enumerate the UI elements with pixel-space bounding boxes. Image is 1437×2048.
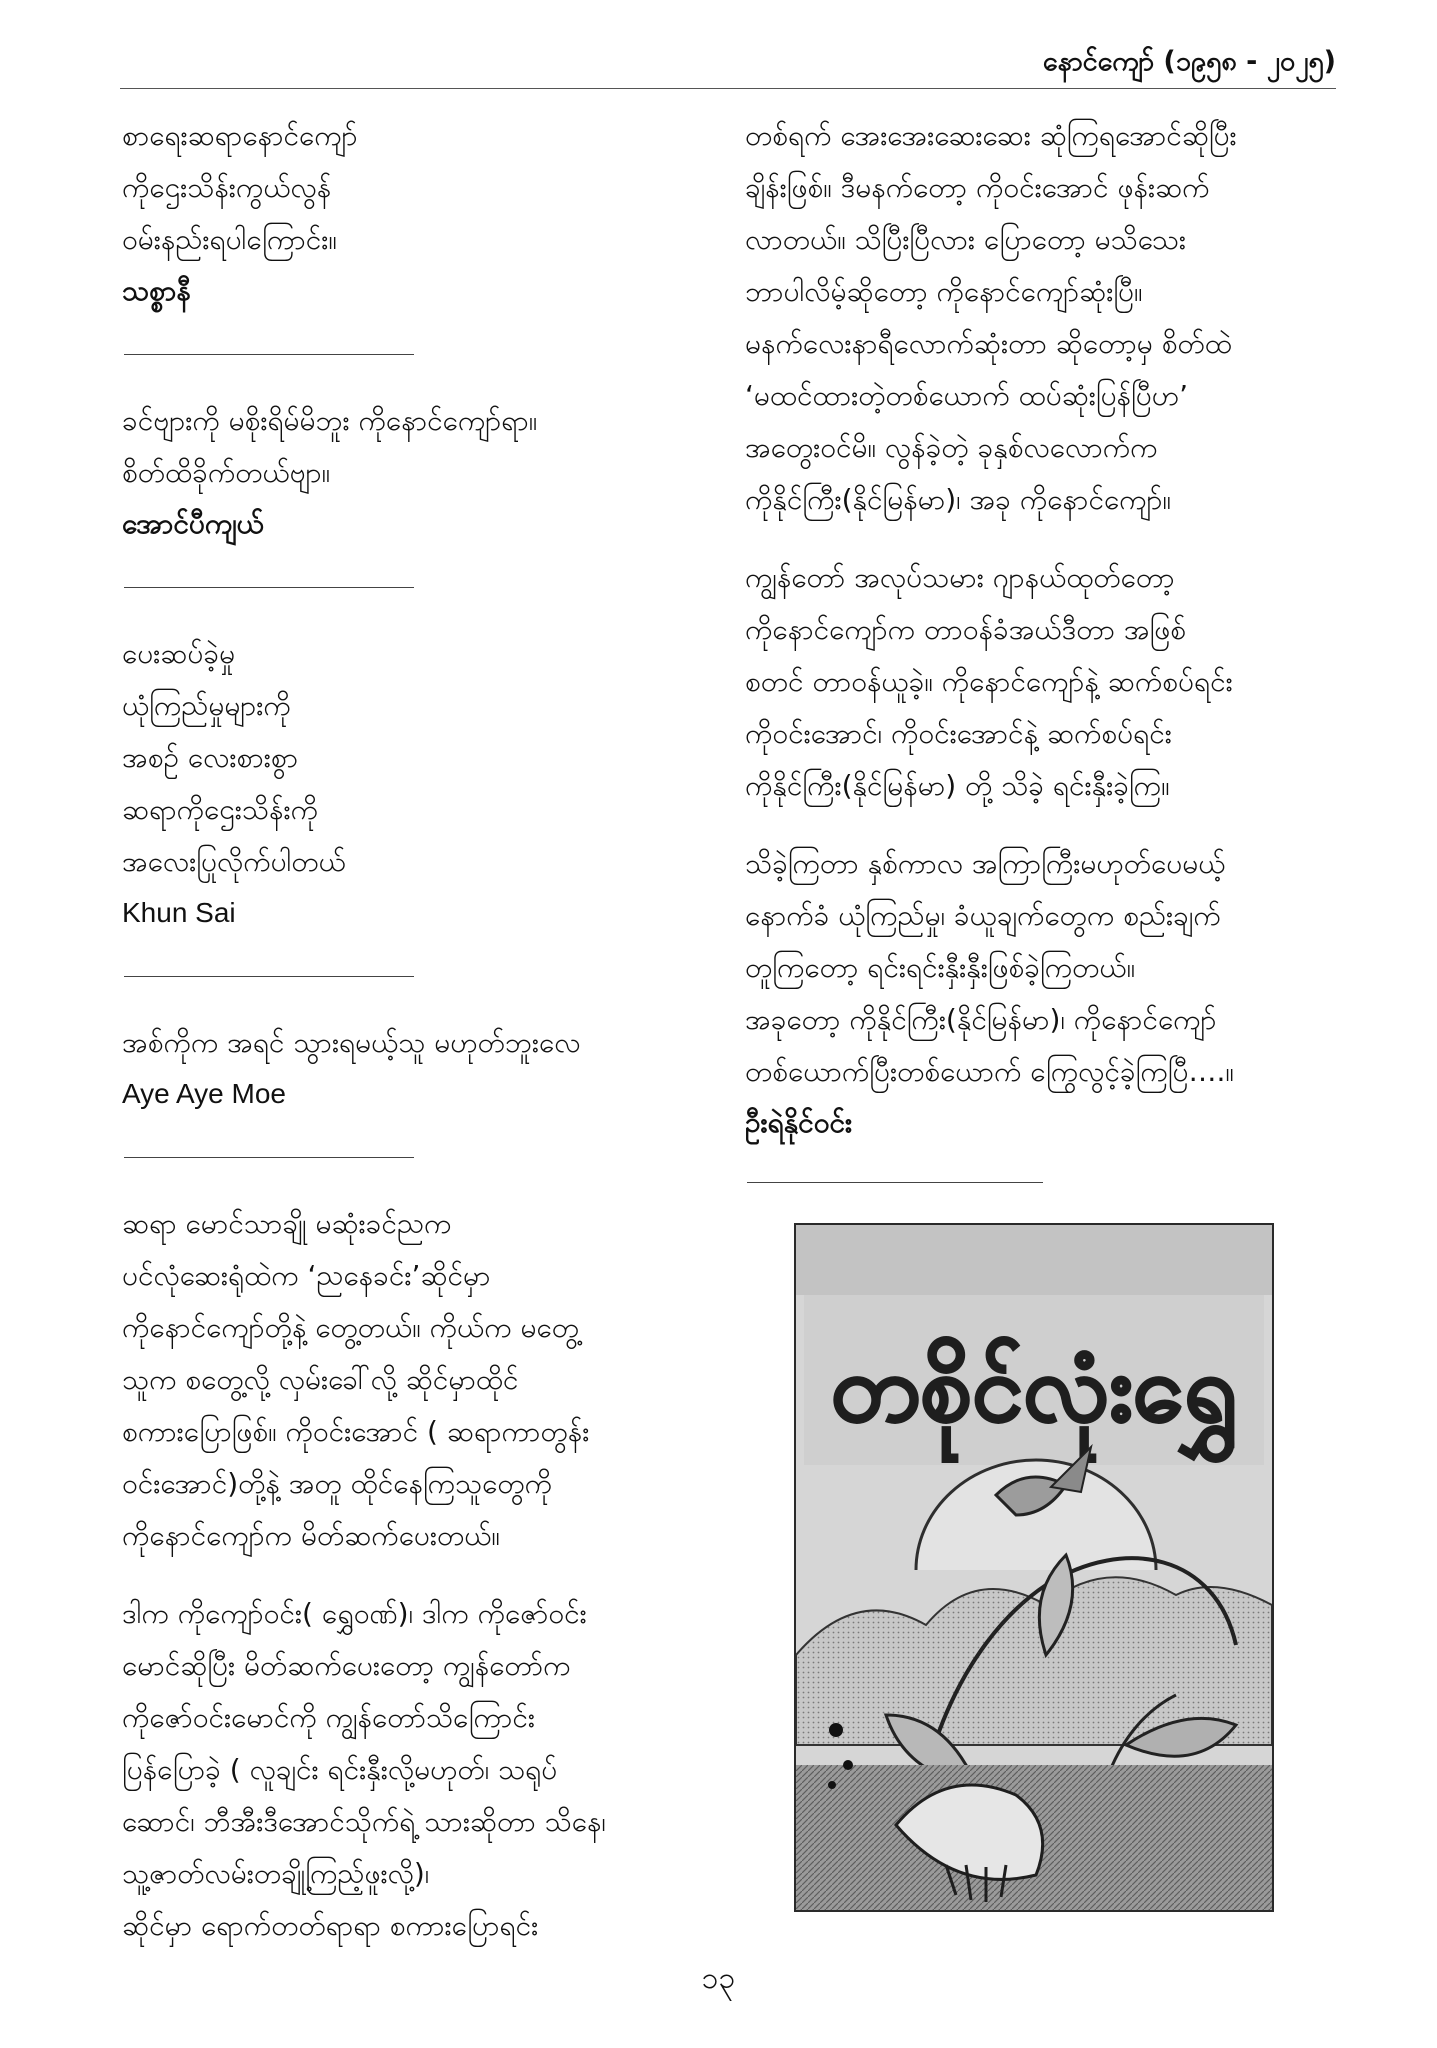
tribute-author: ဦးရဲနိုင်ဝင်း <box>745 1106 853 1139</box>
tribute-line: အစဉ် လေးစားစွာ <box>122 741 299 774</box>
paragraph-line: သူ့ဇာတ်လမ်းတချို့ကြည့်ဖူးလို့)၊ <box>122 1857 430 1890</box>
tribute-author: သစ္စာနီ <box>122 274 191 307</box>
paragraph-line: တစ်ယောက်ပြီးတစ်ယောက် ကြွေလွင့်ခဲ့ကြပြီ….။ <box>745 1055 1234 1088</box>
paragraph-line: ကိုနိုင်ကြီး(နိုင်မြန်မာ) တို့ သိခဲ့ ရင်းနှီးခဲ့ကြ။ <box>745 769 1170 802</box>
tribute-block-1 <box>122 110 722 316</box>
body-paragraph-2 <box>122 1588 722 1952</box>
tribute-block-2 <box>122 395 722 549</box>
paragraph-line: မနက်လေးနာရီလောက်ဆုံးတာ ဆိုတော့မှ စိတ်ထဲ <box>745 327 1232 360</box>
paragraph-line: ဆရာ မောင်သာချို မဆုံးခင်ညက <box>122 1207 452 1240</box>
body-paragraph-3 <box>745 110 1365 526</box>
book-cover-title: တစိုင်လုံးရွှေ <box>830 1335 1238 1442</box>
paragraph-line: တစ်ရက် အေးအေးဆေးဆေး ဆုံကြရအောင်ဆိုပြီး <box>745 119 1237 152</box>
paragraph-line: ဒါက ကိုကျော်ဝင်း( ရွှေဝဏ်)၊ ဒါက ကိုဇော်ဝင်း <box>122 1597 587 1630</box>
separator-line <box>747 1182 1043 1183</box>
paragraph-line: သူက စတွေ့လို့ လှမ်းခေါ်လို့ ဆိုင်မှာထိုင် <box>122 1363 519 1396</box>
paragraph-line: မောင်ဆိုပြီး မိတ်ဆက်ပေးတော့ ကျွန်တော်က <box>122 1649 571 1682</box>
book-cover-photo <box>794 1223 1274 1912</box>
paragraph-line: ‘မထင်ထားတဲ့တစ်ယောက် ထပ်ဆုံးပြန်ပြီဟ’ <box>745 379 1189 412</box>
separator-line <box>124 354 414 355</box>
paragraph-line: ပင်လုံဆေးရုံထဲက ‘ညနေခင်း’ဆိုင်မှာ <box>122 1259 491 1292</box>
tribute-line: စာရေးဆရာနောင်ကျော် <box>122 119 358 152</box>
tribute-author: Aye Aye Moe <box>122 1078 286 1109</box>
paragraph-line: ကျွန်တော် အလုပ်သမား ဂျာနယ်ထုတ်တော့ <box>745 561 1175 594</box>
paragraph-line: စတင် တာဝန်ယူခဲ့။ ကိုနောင်ကျော်နဲ့ ဆက်စပ်ရင်း <box>745 665 1233 698</box>
tribute-line: ကိုဌေးသိန်းကွယ်လွန် <box>122 171 332 204</box>
tribute-line: အစ်ကိုက အရင် သွားရမယ့်သူ မဟုတ်ဘူးလေ <box>122 1026 581 1059</box>
tribute-line: ယုံကြည်မှုများကို <box>122 689 291 722</box>
paragraph-line: ကိုဇော်ဝင်းမောင်ကို ကျွန်တော်သိကြောင်း <box>122 1701 536 1734</box>
paragraph-line: ဝင်းအောင်)တို့နဲ့ အတူ ထိုင်နေကြသူတွေကို <box>122 1467 552 1500</box>
tribute-author: အောင်ပီကျယ် <box>122 507 264 540</box>
tribute-line: ပေးဆပ်ခဲ့မှု <box>122 637 236 670</box>
paragraph-line: ကိုနောင်ကျော်က တာဝန်ခံအယ်ဒီတာ အဖြစ် <box>745 613 1187 646</box>
body-paragraph-5 <box>745 838 1365 1148</box>
running-title: နောင်ကျော် (၁၉၅၈ - ၂၀၂၅) <box>1042 46 1336 77</box>
paragraph-line: ပြန်ပြောခဲ့ ( လူချင်း ရင်းနှီးလို့မဟုတ်၊ သရုပ် <box>122 1753 558 1786</box>
tribute-line: အလေးပြုလိုက်ပါတယ် <box>122 845 346 878</box>
right-column <box>745 110 1365 1209</box>
paragraph-line: ကိုနောင်ကျော်က မိတ်ဆက်ပေးတယ်။ <box>122 1519 500 1552</box>
separator-line <box>124 587 414 588</box>
paragraph-line: အခုတော့ ကိုနိုင်ကြီး(နိုင်မြန်မာ)၊ ကိုနောင်ကျော် <box>745 1003 1217 1036</box>
paragraph-line: ကိုနောင်ကျော်တို့နဲ့ တွေ့တယ်။ ကိုယ်က မတွေ့ <box>122 1311 579 1344</box>
tribute-author: Khun Sai <box>122 897 236 928</box>
paragraph-line: ဆိုင်မှာ ရောက်တတ်ရာရာ စကားပြောရင်း <box>122 1909 539 1942</box>
paragraph-line: နောက်ခံ ယုံကြည်မှု၊ ခံယူချက်တွေက စည်းချက် <box>745 899 1221 932</box>
paragraph-line: စကားပြောဖြစ်။ ကိုဝင်းအောင် ( ဆရာကာတွန်း <box>122 1415 590 1448</box>
paragraph-line: ကိုဝင်းအောင်၊ ကိုဝင်းအောင်နဲ့ ဆက်စပ်ရင်း <box>745 717 1172 750</box>
page-header <box>120 38 1336 89</box>
separator-line <box>124 976 414 977</box>
book-cover-illustration <box>796 1225 1272 1910</box>
paragraph-line: ကိုနိုင်ကြီး(နိုင်မြန်မာ)၊ အခု ကိုနောင်ကျော်။ <box>745 483 1171 516</box>
paragraph-line: ဘာပါလိမ့်ဆိုတော့ ကိုနောင်ကျော်ဆုံးပြီ။ <box>745 275 1143 308</box>
tribute-line: ခင်ဗျားကို မစိုးရိမ်မိဘူး ကိုနောင်ကျော်ရာ။ <box>122 404 538 437</box>
tribute-block-3 <box>122 628 722 938</box>
tribute-line: စိတ်ထိခိုက်တယ်ဗျာ။ <box>122 456 331 489</box>
body-paragraph-4 <box>745 552 1365 812</box>
paragraph-line: လာတယ်။ သိပြီးပြီလား ပြောတော့ မသိသေး <box>745 223 1187 256</box>
separator-line <box>124 1157 414 1158</box>
paragraph-line: ချိန်းဖြစ်။ ဒီမနက်တော့ ကိုဝင်းအောင် ဖုန်းဆက် <box>745 171 1210 204</box>
left-column <box>122 110 722 1974</box>
paragraph-line: ဆောင်၊ ဘီအီးဒီအောင်သိုက်ရဲ့ သားဆိုတာ သိနေ၊ <box>122 1805 606 1838</box>
tribute-block-4 <box>122 1017 722 1119</box>
paragraph-line: သိခဲ့ကြတာ နှစ်ကာလ အကြာကြီးမဟုတ်ပေမယ့် <box>745 847 1226 880</box>
paragraph-line: အတွေးဝင်မိ။ လွန်ခဲ့တဲ့ ခုနှစ်လလောက်က <box>745 431 1158 464</box>
tribute-line: ဆရာကိုဌေးသိန်းကို <box>122 793 318 826</box>
body-paragraph-1 <box>122 1198 722 1562</box>
tribute-line: ဝမ်းနည်းရပါကြောင်း။ <box>122 223 337 256</box>
paragraph-line: တူကြတော့ ရင်းရင်းနှီးနှီးဖြစ်ခဲ့ကြတယ်။ <box>745 951 1136 984</box>
page-number: ၁၃ <box>701 1961 736 1996</box>
